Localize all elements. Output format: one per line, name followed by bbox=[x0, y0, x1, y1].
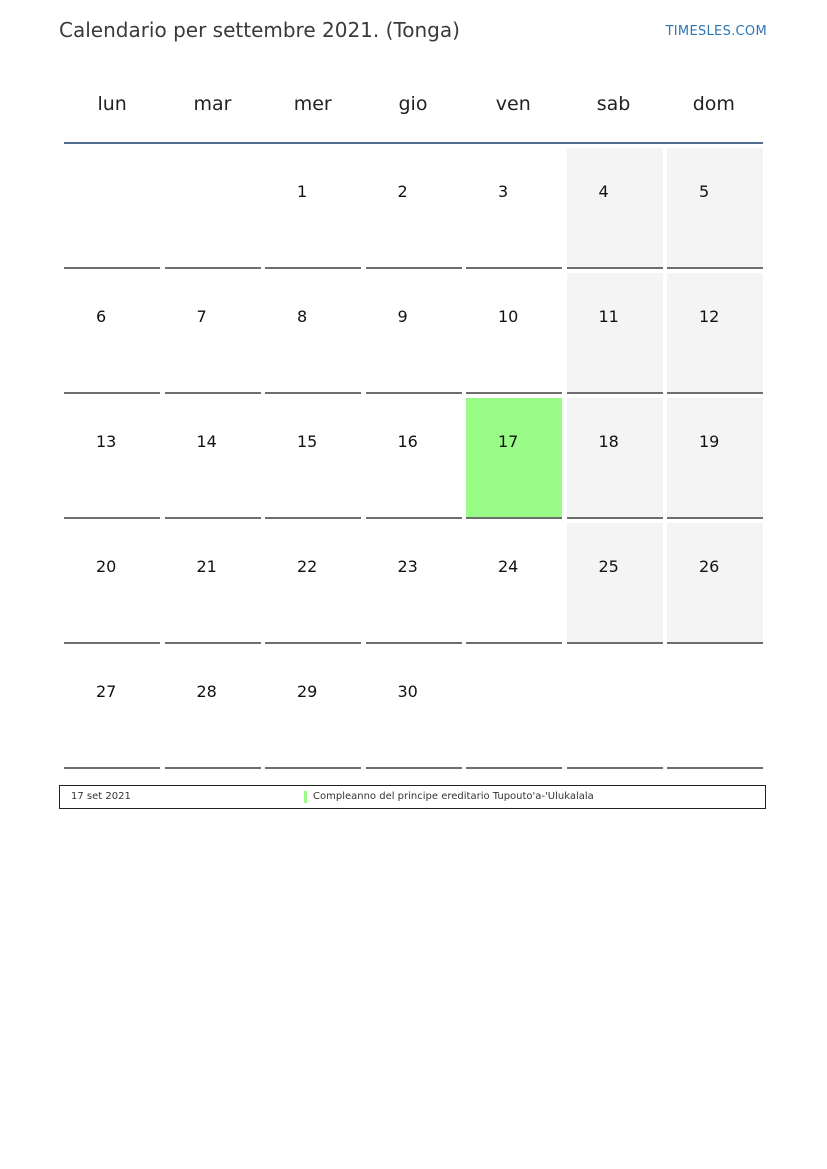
day-number: 8 bbox=[297, 307, 308, 326]
day-number: 21 bbox=[196, 557, 217, 576]
day-number: 30 bbox=[397, 682, 418, 701]
legend-holiday-name: Compleanno del principe ereditario Tupouto'a-'Ulukalala bbox=[313, 791, 594, 802]
day-cell bbox=[366, 273, 462, 394]
day-number: 25 bbox=[598, 557, 619, 576]
day-cell bbox=[64, 148, 160, 269]
day-number: 20 bbox=[96, 557, 117, 576]
day-number: 29 bbox=[297, 682, 318, 701]
day-number: 23 bbox=[397, 557, 418, 576]
day-cell bbox=[667, 273, 763, 394]
day-number: 7 bbox=[196, 307, 207, 326]
weekday-wed: mer bbox=[293, 93, 332, 115]
weekday-mon: lun bbox=[97, 93, 127, 115]
day-cell bbox=[567, 648, 663, 769]
day-number: 27 bbox=[96, 682, 117, 701]
day-cell bbox=[366, 523, 462, 644]
day-number: 1 bbox=[297, 182, 308, 201]
day-cell bbox=[667, 398, 763, 519]
holiday-legend bbox=[59, 785, 766, 809]
day-cell bbox=[64, 648, 160, 769]
day-cell bbox=[466, 148, 562, 269]
day-cell bbox=[567, 273, 663, 394]
day-cell bbox=[567, 148, 663, 269]
legend-color-marker bbox=[304, 791, 307, 803]
day-number: 15 bbox=[297, 432, 318, 451]
day-number: 28 bbox=[196, 682, 217, 701]
day-cell bbox=[165, 648, 261, 769]
day-number: 13 bbox=[96, 432, 117, 451]
day-number: 14 bbox=[196, 432, 217, 451]
day-number: 4 bbox=[598, 182, 609, 201]
day-cell bbox=[667, 648, 763, 769]
day-cell bbox=[466, 523, 562, 644]
day-number: 17 bbox=[498, 432, 519, 451]
day-cell bbox=[567, 523, 663, 644]
day-cell bbox=[466, 648, 562, 769]
day-cell bbox=[64, 523, 160, 644]
day-cell bbox=[265, 648, 361, 769]
weekday-header-row bbox=[62, 82, 764, 126]
day-number: 6 bbox=[96, 307, 107, 326]
day-cell bbox=[165, 273, 261, 394]
header-divider bbox=[64, 142, 763, 144]
day-number: 12 bbox=[699, 307, 720, 326]
day-number: 3 bbox=[498, 182, 509, 201]
day-number: 10 bbox=[498, 307, 519, 326]
day-number: 24 bbox=[498, 557, 519, 576]
weekday-sat: sab bbox=[596, 93, 631, 115]
day-cell bbox=[667, 148, 763, 269]
brand-link[interactable]: TIMESLES.COM bbox=[665, 24, 767, 39]
day-number: 26 bbox=[699, 557, 720, 576]
day-cell bbox=[265, 523, 361, 644]
weekday-tue: mar bbox=[193, 93, 232, 115]
day-cell bbox=[466, 273, 562, 394]
calendar-grid bbox=[64, 148, 763, 773]
day-cell bbox=[366, 398, 462, 519]
day-cell bbox=[64, 273, 160, 394]
day-number: 5 bbox=[699, 182, 710, 201]
day-number: 19 bbox=[699, 432, 720, 451]
day-cell bbox=[466, 398, 562, 519]
day-number: 22 bbox=[297, 557, 318, 576]
day-cell bbox=[64, 398, 160, 519]
day-number: 9 bbox=[397, 307, 408, 326]
day-number: 16 bbox=[397, 432, 418, 451]
day-cell bbox=[366, 148, 462, 269]
day-cell bbox=[265, 148, 361, 269]
day-number: 11 bbox=[598, 307, 619, 326]
day-cell bbox=[366, 648, 462, 769]
day-number: 18 bbox=[598, 432, 619, 451]
day-cell bbox=[165, 398, 261, 519]
day-cell bbox=[265, 273, 361, 394]
day-cell bbox=[667, 523, 763, 644]
legend-date: 17 set 2021 bbox=[71, 791, 131, 802]
weekday-sun: dom bbox=[692, 93, 735, 115]
day-cell bbox=[165, 148, 261, 269]
page-title: Calendario per settembre 2021. (Tonga) bbox=[59, 18, 460, 42]
day-cell bbox=[265, 398, 361, 519]
day-number: 2 bbox=[397, 182, 408, 201]
weekday-thu: gio bbox=[398, 93, 428, 115]
day-cell bbox=[567, 398, 663, 519]
day-cell bbox=[165, 523, 261, 644]
weekday-fri: ven bbox=[495, 93, 531, 115]
